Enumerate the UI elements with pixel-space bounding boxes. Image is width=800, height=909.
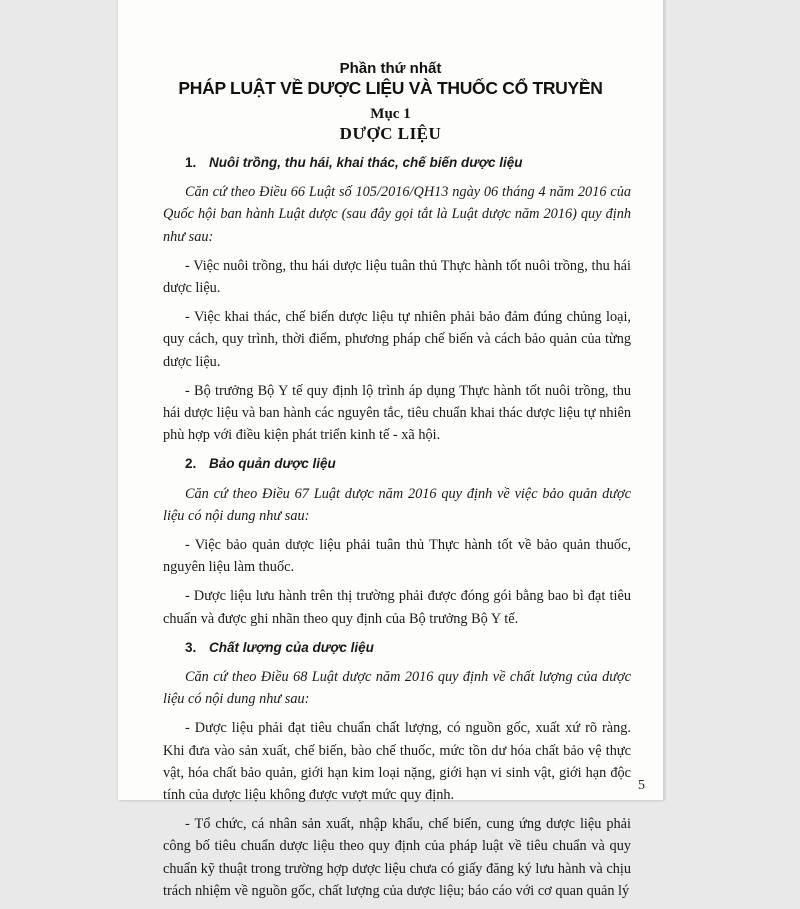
- paragraph: - Dược liệu phải đạt tiêu chuẩn chất lượng, có nguồn gốc, xuất xứ rõ ràng. Khi đưa vào sản xuất, chế biến, bào chế thuốc, mức tồn dư hóa chất bảo vệ thực vật, hóa chất bảo quản, giới hạn kim loại nặng, giới hạn vi sinh vật, giới hạn độc tính của dược liệu không được vượt mức quy định.: [163, 720, 631, 804]
- section-number: 2.: [185, 456, 197, 472]
- paragraph: - Tổ chức, cá nhân sản xuất, nhập khẩu, chế biến, cung ứng dược liệu phải công bố tiêu chuẩn dược liệu theo quy định của pháp luật về tiêu chuẩn và quy chuẩn kỹ thuật trong trường hợp dược liệu chưa có giấy đăng ký lưu hành và chịu trách nhiệm về nguồn gốc, chất lượng của dược liệu; báo cáo với cơ quan quản lý: [163, 816, 631, 899]
- section-intro: Căn cứ theo Điều 67 Luật dược năm 2016 quy định về việc bảo quản dược liệu có nội dung như sau:: [163, 485, 631, 524]
- paragraph: - Việc khai thác, chế biến dược liệu tự nhiên phải bảo đảm đúng chủng loại, quy cách, quy trình, thời điểm, phương pháp chế biến và cách bảo quản của từng dược liệu.: [163, 309, 631, 370]
- page-number: 5: [638, 778, 645, 793]
- part-label: Phần thứ nhất: [339, 60, 442, 77]
- section-number: 3.: [185, 639, 197, 655]
- paragraph: - Việc nuôi trồng, thu hái dược liệu tuân thủ Thực hành tốt nuôi trồng, thu hái dược liệu.: [163, 257, 631, 297]
- section-intro: Căn cứ theo Điều 66 Luật số 105/2016/QH13 ngày 06 tháng 4 năm 2016 của Quốc hội ban hành Luật dược (sau đây gọi tắt là Luật dược năm 2016) quy định như sau:: [163, 184, 631, 245]
- section-heading: [185, 152, 631, 174]
- paragraph: - Dược liệu lưu hành trên thị trường phải được đóng gói bằng bao bì đạt tiêu chuẩn và được ghi nhãn theo quy định của Bộ trưởng Bộ Y tế.: [163, 588, 631, 627]
- page-edge: [663, 0, 669, 800]
- chapter-label: Mục 1: [370, 106, 411, 122]
- part-title: PHÁP LUẬT VỀ DƯỢC LIỆU VÀ THUỐC CỔ TRUYỀN: [178, 78, 603, 98]
- chapter-title: DƯỢC LIỆU: [339, 124, 442, 143]
- section-title: Nuôi trồng, thu hái, khai thác, chế biến dược liệu: [209, 155, 523, 170]
- paragraph: - Việc bảo quản dược liệu phải tuân thủ Thực hành tốt về bảo quản thuốc, nguyên liệu làm thuốc.: [163, 537, 631, 576]
- section-number: 1.: [185, 155, 197, 170]
- section-title: Bảo quản dược liệu: [209, 456, 336, 472]
- section-heading: [185, 453, 631, 475]
- section-heading: [185, 637, 631, 659]
- section-title: Chất lượng của dược liệu: [209, 639, 374, 655]
- paragraph: - Bộ trưởng Bộ Y tế quy định lộ trình áp dụng Thực hành tốt nuôi trồng, thu hái dược liệu và ban hành các nguyên tắc, tiêu chuẩn khai thác dược liệu tự nhiên phù hợp với điều kiện phát triển kinh tế - xã hội.: [163, 382, 631, 444]
- section-intro: Căn cứ theo Điều 68 Luật dược năm 2016 quy định về chất lượng của dược liệu có nội dung như sau:: [163, 669, 631, 708]
- book-page: [118, 0, 663, 899]
- page-body: [163, 152, 631, 909]
